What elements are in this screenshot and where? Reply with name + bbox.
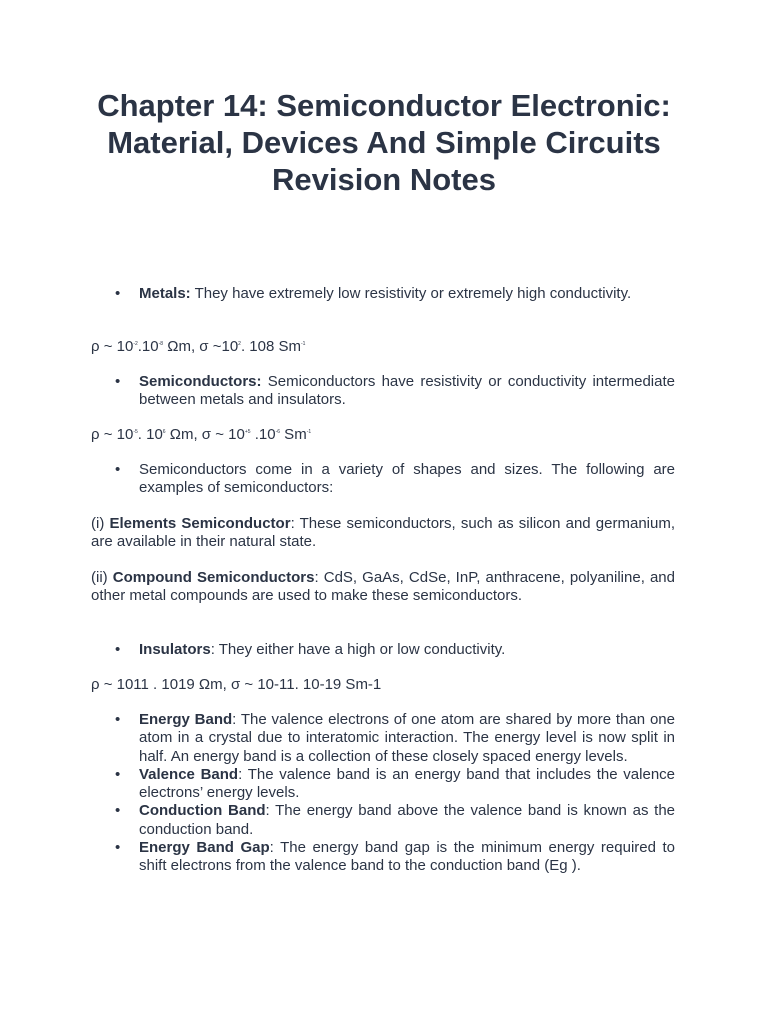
list-item-semiconductors — [91, 373, 675, 410]
bullet-icon: • — [115, 802, 121, 820]
formula-insulators: ρ ~ 1011 . 1019 Ωm, σ ~ 10-11. 10-19 Sm-1 — [91, 676, 382, 693]
term-compound-semiconductors: Compound Semiconductors — [112, 569, 315, 586]
paragraph-elements-semiconductor: (i) Elements Semiconductor: These semiconductors, such as silicon and germanium, are available in their natural state. — [91, 515, 676, 551]
term-conduction-band: Conduction Band — [139, 802, 266, 820]
paragraph-compound-semiconductors: (ii) Compound Semiconductors: CdS, GaAs, CdSe, InP, anthracene, polyaniline, and other metal compounds are used to make these semiconductors. — [91, 569, 675, 605]
list-item-energy-band-gap: • Energy Band Gap: The energy band gap is the minimum energy required to shift electrons from the valence band to the conduction band (Eg ). — [115, 839, 676, 875]
metals-bullet-list — [91, 285, 675, 303]
text-metals: They have extremely low resistivity or extremely high conductivity. — [190, 285, 632, 302]
bullet-icon: • — [115, 373, 121, 390]
term-energy-band-gap: Energy Band Gap — [139, 839, 270, 857]
term-semiconductors: Semiconductors: — [139, 373, 262, 390]
page-title: Chapter 14: Semiconductor Electronic: Material, Devices And Simple Circuits Revision Notes — [97, 88, 671, 197]
list-item-energy-band: • Energy Band: The valence electrons of one atom are shared by more than one atom in a crystal due to interatomic interaction. The energy level is now split in half. An energy band is a collection of these closely spaced energy levels. — [115, 711, 675, 765]
bullet-icon: • — [115, 285, 121, 302]
examples-bullet-list — [91, 461, 675, 498]
list-item-insulators — [91, 641, 675, 659]
formula-semiconductors: ρ ~ $10^{-5}$. $10^6$ Ωm, σ ~ $10^{+5}$ $.10^{-6}$ $Sm^{-1}$ — [91, 426, 312, 443]
bullet-icon: • — [115, 711, 121, 728]
term-elements-semiconductor: Elements Semiconductor — [109, 515, 291, 532]
text-insulators: : They either have a high or low conductivity. — [210, 641, 506, 658]
list-item-conduction-band: • Conduction Band: The energy band above the valence band is known as the conduction band. — [115, 802, 676, 838]
energy-band-bullet-list — [91, 711, 675, 876]
term-valence-band: Valence Band — [139, 765, 239, 783]
insulators-bullet-list — [91, 641, 675, 659]
semiconductors-bullet-list — [91, 373, 675, 410]
term-insulators: Insulators — [139, 641, 211, 658]
formula-metals: ρ ~ $10^{-2}.10^{-8}$ Ωm, σ $\sim 10^2$. 108 $Sm^{-1}$ — [91, 338, 306, 355]
bullet-icon: • — [115, 839, 121, 857]
list-item-examples — [91, 461, 675, 498]
list-item-valence-band: • Valence Band: The valence band is an energy band that includes the valence electrons’ energy levels. — [115, 765, 676, 802]
term-energy-band: Energy Band — [139, 711, 233, 728]
term-metals: Metals: — [139, 285, 191, 302]
list-item-metals — [91, 285, 675, 303]
bullet-icon: • — [115, 765, 121, 783]
text-semiconductors: Semiconductors have resistivity or conductivity intermediate between metals and insulators. — [139, 373, 675, 409]
text-examples-intro: Semiconductors come in a variety of shapes and sizes. The following are examples of semiconductors: — [139, 461, 675, 497]
bullet-icon: • — [115, 641, 121, 658]
bullet-icon: • — [115, 461, 121, 478]
